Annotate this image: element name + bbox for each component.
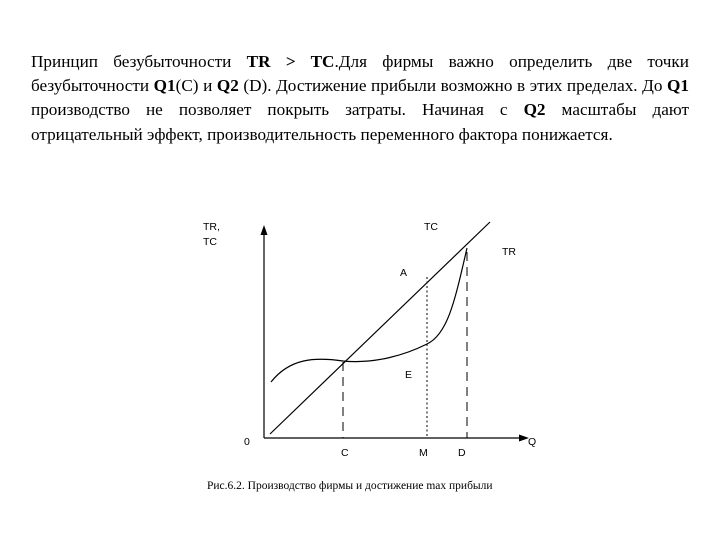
text-segment: масштабы дают отрицательный эффект, производительность переменного фактора понижается. — [31, 100, 689, 144]
text-segment: Принцип безубыточности — [31, 52, 247, 71]
x-tick-label-c: C — [341, 447, 349, 459]
text-segment: .Для фирмы важно определить две точки безубыточности — [31, 52, 689, 96]
text-bold-q2-again: Q2 — [523, 100, 546, 120]
text-segment: (D) — [238, 76, 268, 96]
point-label-e: E — [405, 369, 413, 381]
origin-label: 0 — [244, 436, 250, 448]
series-label-tr: TR — [502, 246, 516, 258]
x-tick-label-m: M — [419, 447, 428, 459]
x-tick-label-d: D — [458, 447, 466, 459]
text-segment: и — [198, 76, 217, 96]
text-segment: (C) — [175, 76, 199, 96]
tr-line — [270, 222, 490, 434]
series-label-tc: TC — [424, 221, 438, 233]
y-axis-label-tr: TR, — [203, 221, 220, 233]
figure-caption: Рис.6.2. Производство фирмы и достижение max прибыли — [207, 480, 493, 492]
x-axis-label: Q — [528, 436, 537, 448]
text-bold-q1-again: Q1 — [667, 76, 689, 96]
y-axis-arrow — [261, 225, 268, 235]
text-segment: производство не позволяет покрыть затраты. Начиная с — [31, 100, 524, 120]
text-bold-tr-tc: TR > TC — [246, 52, 335, 71]
text-bold-q2: Q2 — [216, 76, 239, 96]
text-bold-q1: Q1 — [153, 76, 176, 96]
text-segment: . Достижение прибыли возможно в этих пределах. До — [267, 76, 668, 96]
y-axis-label-tc: TC — [203, 236, 217, 248]
tc-curve — [271, 248, 467, 382]
point-label-a: A — [400, 267, 408, 279]
